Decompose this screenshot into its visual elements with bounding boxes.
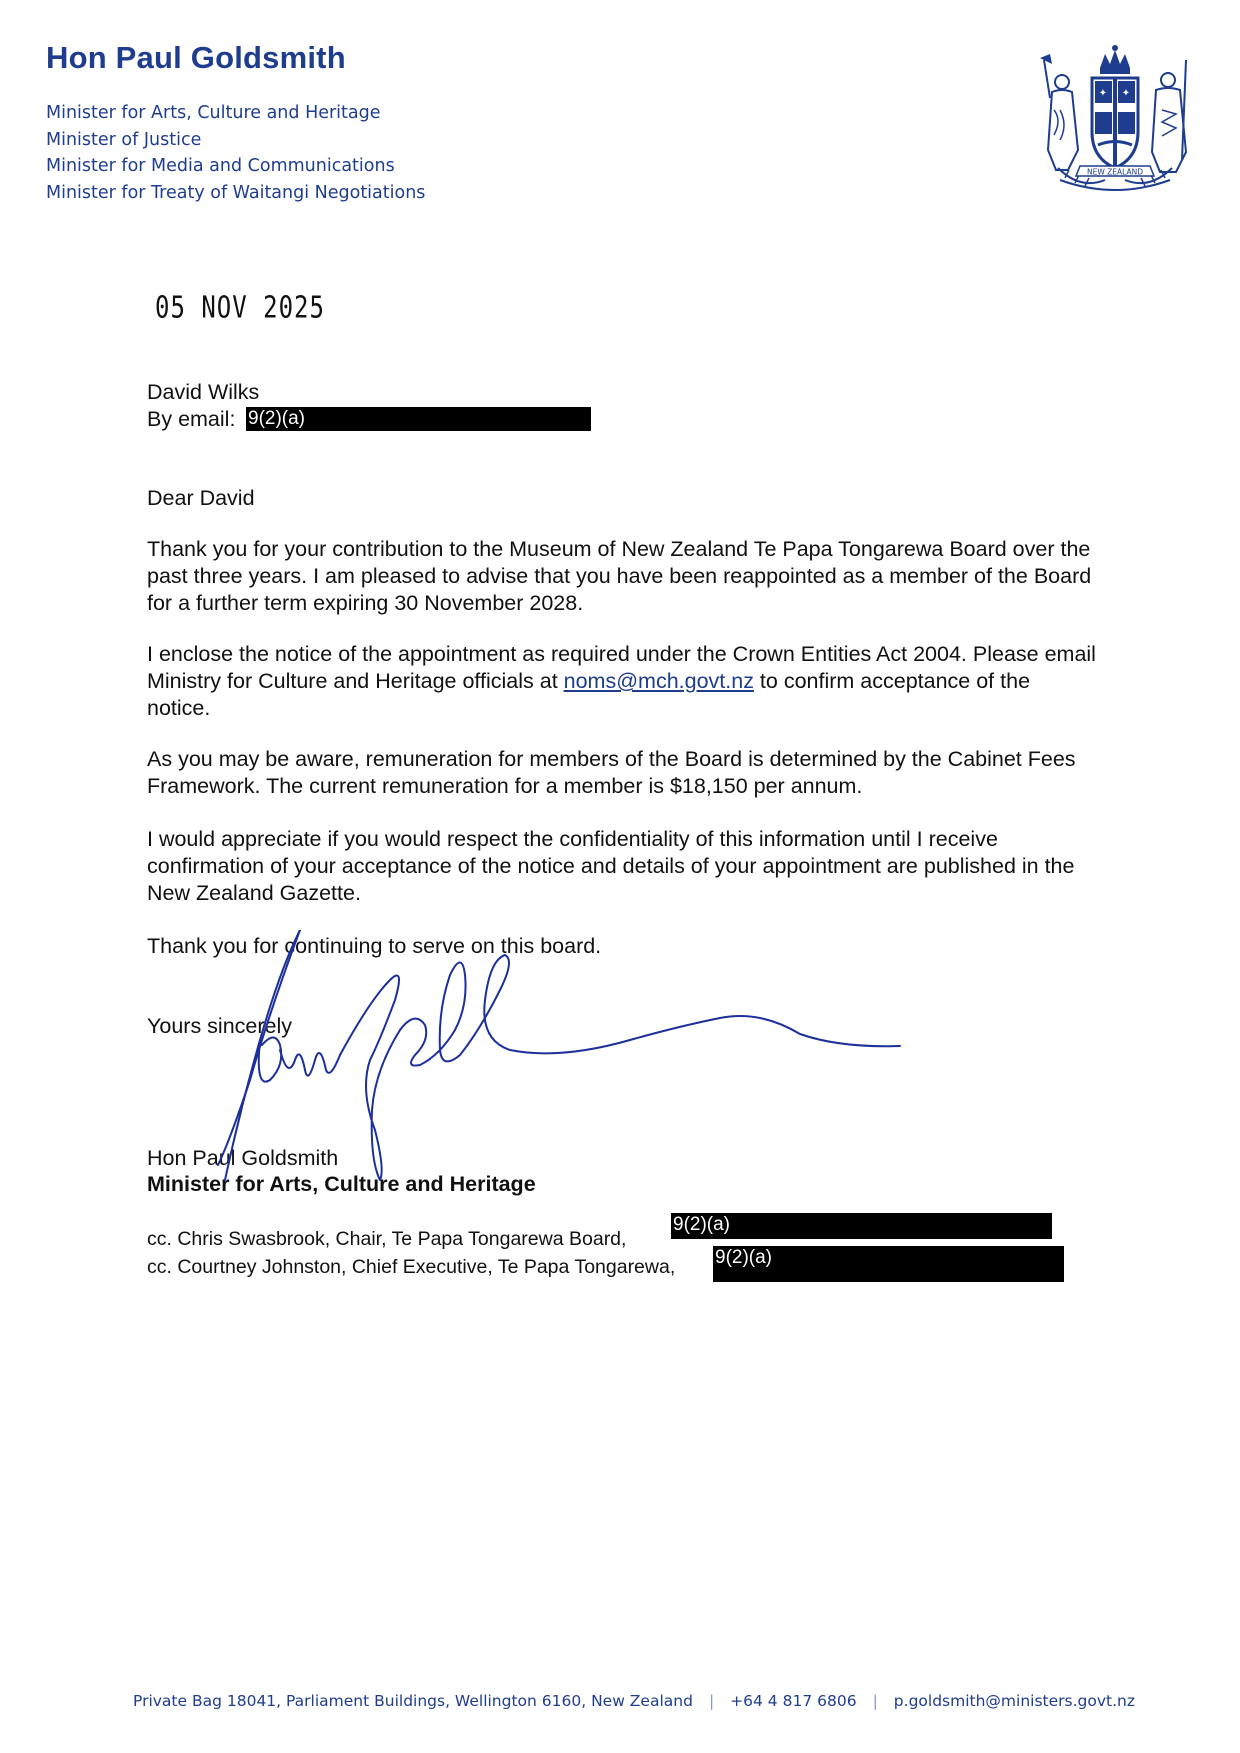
portfolio-media: Minister for Media and Communications bbox=[46, 156, 395, 176]
signatory-title: Minister for Arts, Culture and Heritage bbox=[147, 1172, 536, 1196]
portfolio-justice: Minister of Justice bbox=[46, 129, 202, 150]
minister-name: Hon Paul Goldsmith bbox=[46, 40, 346, 75]
footer-email[interactable]: p.goldsmith@ministers.govt.nz bbox=[893, 1692, 1135, 1710]
salutation: Dear David bbox=[147, 486, 255, 510]
portfolio-treaty: Minister for Treaty of Waitangi Negotiations bbox=[46, 182, 426, 203]
cc-line-chair: cc. Chris Swasbrook, Chair, Te Papa Tongarewa Board, bbox=[147, 1228, 627, 1250]
redaction-box bbox=[713, 1246, 1064, 1282]
footer-separator: | bbox=[872, 1692, 878, 1710]
paragraph-thanks: Thank you for continuing to serve on this board. bbox=[147, 934, 602, 958]
footer-separator: | bbox=[708, 1692, 715, 1710]
footer-address: Private Bag 18041, Parliament Buildings, Wellington 6160, New Zealand bbox=[133, 1692, 693, 1710]
portfolio-list bbox=[46, 100, 425, 206]
date-stamp: 05 NOV 2025 bbox=[155, 290, 325, 325]
paragraph-remuneration: As you may be aware, remuneration for members of the Board is determined by the Cabinet Fees Framework. The current remuneration for a member is $18,150 per annum. bbox=[147, 747, 1076, 798]
cc-line-chief-executive: cc. Courtney Johnston, Chief Executive, Te Papa Tongarewa, bbox=[147, 1256, 676, 1278]
svg-text:✦: ✦ bbox=[1098, 88, 1108, 99]
redaction-code: 9(2)(a) bbox=[248, 408, 306, 429]
footer bbox=[133, 1692, 1135, 1710]
nz-coat-of-arms-icon bbox=[1030, 40, 1200, 200]
email-label: By email: bbox=[147, 407, 236, 431]
paragraph-notice bbox=[147, 641, 1097, 722]
email-link[interactable]: noms@mch.govt.nz bbox=[563, 669, 754, 693]
paragraph-notice-text-end: to confirm acceptance of the notice. bbox=[147, 669, 1031, 720]
redaction-box bbox=[671, 1213, 1052, 1239]
portfolio-arts: Minister for Arts, Culture and Heritage bbox=[46, 103, 381, 123]
redaction-code: 9(2)(a) bbox=[715, 1247, 773, 1268]
recipient-name: David Wilks bbox=[147, 380, 260, 404]
paragraph-reappointment: Thank you for your contribution to the Museum of New Zealand Te Papa Tongarewa Board over the past three years. I am pleased to advise that you have been reappointed as a member of the Board for a further term expiring 30 November 2028. bbox=[147, 537, 1092, 615]
footer-phone: +64 4 817 6806 bbox=[730, 1692, 857, 1710]
paragraph-confidentiality: I would appreciate if you would respect the confidentiality of this information until I receive confirmation of your acceptance of the notice and details of your appointment are published in the New Zealand Gazette. bbox=[147, 827, 1075, 905]
signatory-name: Hon Paul Goldsmith bbox=[147, 1146, 339, 1170]
crest-scroll-text: NEW ZEALAND bbox=[1086, 167, 1144, 177]
closing: Yours sincerely bbox=[147, 1014, 292, 1038]
paragraph-notice-text-start: I enclose the notice of the appointment as required under the Crown Entities Act 2004. Please email Ministry for Culture and Heritage officials at bbox=[147, 642, 1096, 693]
svg-text:✦: ✦ bbox=[1121, 88, 1131, 99]
recipient-email-line bbox=[147, 407, 235, 432]
redaction-code: 9(2)(a) bbox=[673, 1214, 731, 1235]
redaction-box bbox=[246, 407, 591, 431]
